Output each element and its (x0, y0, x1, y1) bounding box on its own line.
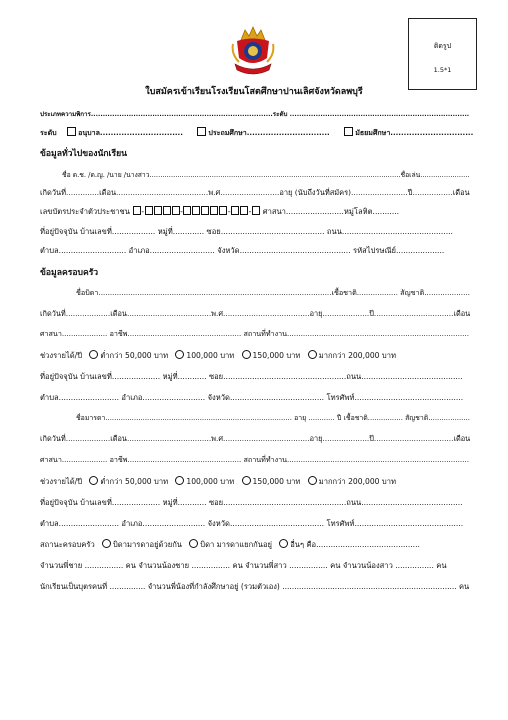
form-title: ใบสมัครเข้าเรียนโรงเรียนโสตศึกษาปานเลิศจังหวัดลพบุรี (145, 87, 363, 97)
id-card-boxes[interactable]: - - - - (132, 207, 262, 216)
mother-income-radio-1[interactable] (89, 476, 98, 485)
religion-blood-field[interactable]: ศาสนา........................หมู่โลหิต........... (262, 207, 400, 216)
id-card-label: เลขบัตรประจำตัวประชาชน (40, 207, 130, 216)
father-income-radio-4[interactable] (308, 350, 317, 359)
level-row (40, 127, 473, 139)
student-district-field[interactable]: ตำบล............................ อำเภอ........................... จังหวัด.............................................. รหัสไปรษณีย์.................... (40, 246, 445, 255)
mother-birth-field[interactable]: เกิดวันที่...................เดือน....................................พ.ศ.....................................อายุ....................ปี..................................เดือน (40, 434, 471, 443)
status-option-label: บิดามารดาอยู่ด้วยกัน (112, 540, 182, 549)
father-income-row (40, 350, 396, 362)
father-income-radio-2[interactable] (175, 350, 184, 359)
level-primary-checkbox[interactable] (197, 127, 206, 136)
father-name-field[interactable]: ชื่อบิดา......................................................................................................เชื้อชาติ.................. สัญชาติ.................... (76, 288, 470, 297)
income-option-label: มากกว่า 200,000 บาท (318, 351, 397, 360)
income-option-label: มากกว่า 200,000 บาท (318, 477, 397, 486)
income-option-label: 150,000 บาท (252, 477, 301, 486)
status-other-radio[interactable] (279, 539, 288, 548)
photo-label: ติดรูป (433, 42, 452, 50)
income-label: ช่วงรายได้/ปี (40, 477, 83, 486)
family-status-label: สถานะครอบครัว (40, 540, 95, 549)
father-birth-field[interactable]: เกิดวันที่...................เดือน....................................พ.ศ.....................................อายุ....................ปี..................................เดือน (40, 309, 471, 318)
income-option-label: ต่ำกว่า 50,000 บาท (100, 351, 169, 360)
father-job-field[interactable]: ศาสนา.................... อาชีพ.................................................. สถานที่ทำงาน................................................................................ (40, 329, 469, 338)
father-district-field[interactable]: ตำบล......................... อำเภอ.......................... จังหวัด....................................... โทรศัพท์............................................. (40, 393, 464, 402)
student-name-field[interactable]: ชื่อ ด.ช. /ด.ญ. /นาย /นางสาว.....................................................................................................................ชื่อเล่น....................... (62, 171, 470, 179)
level-kindergarten-checkbox[interactable] (67, 127, 76, 136)
student-section-title: ข้อมูลทั่วไปของนักเรียน (40, 149, 128, 159)
mother-address-field[interactable]: ที่อยู่ปัจจุบัน บ้านเลขที่.................... หมู่ที่............ ซอย...................................................ถนน.......................................... (40, 498, 463, 507)
student-address-field[interactable]: ที่อยู่ปัจจุบัน บ้านเลขที่.................. หมู่ที่............. ซอย........................................... ถนน.............................................. (40, 227, 453, 236)
level-label: ระดับ (40, 128, 57, 137)
mother-name-field[interactable]: ชื่อมารดา..................................................................................... อายุ ............ ปี เชื้อชาติ................ สัญชาติ................... (76, 414, 470, 422)
level-secondary-label: มัธยมศึกษา............................... (355, 128, 474, 137)
status-option-label: อื่นๆ คือ........................................... (290, 540, 420, 549)
level-secondary-checkbox[interactable] (344, 127, 353, 136)
family-section-title: ข้อมูลครอบครัว (40, 268, 99, 278)
student-birth-field[interactable]: เกิดวันที่..............เดือน.......................................พ.ศ.........................อายุ (นับถึงวันที่สมัคร)........................ปี.................เดือน (40, 188, 470, 197)
birth-order-field[interactable]: นักเรียนเป็นบุตรคนที่ ............... จำนวนพี่น้องที่กำลังศึกษาอยู่ (รวมตัวเอง) ......................................................................... คน (40, 582, 470, 591)
mother-income-radio-3[interactable] (242, 476, 251, 485)
id-card-row (40, 206, 399, 218)
father-income-radio-3[interactable] (242, 350, 251, 359)
status-together-radio[interactable] (102, 539, 111, 548)
income-option-label: ต่ำกว่า 50,000 บาท (100, 477, 169, 486)
income-label: ช่วงรายได้/ปี (40, 351, 83, 360)
mother-job-field[interactable]: ศาสนา.................... อาชีพ.................................................. สถานที่ทำงาน................................................................................ (40, 455, 469, 464)
photo-box (408, 18, 477, 90)
level-kindergarten-label: อนุบาล............................... (78, 128, 183, 137)
family-status-row (40, 539, 420, 551)
income-option-label: 100,000 บาท (186, 477, 235, 486)
mother-district-field[interactable]: ตำบล......................... อำเภอ.......................... จังหวัด....................................... โทรศัพท์............................................. (40, 519, 464, 528)
father-address-field[interactable]: ที่อยู่ปัจจุบัน บ้านเลขที่.................... หมู่ที่............ ซอย...................................................ถนน.......................................... (40, 372, 463, 381)
siblings-field[interactable]: จำนวนพี่ชาย ................ คน จำนวนน้องชาย ................ คน จำนวนพี่สาว ................ คน จำนวนน้องสาว ................ คน (40, 561, 447, 570)
school-emblem-icon (231, 24, 275, 78)
status-separated-radio[interactable] (189, 539, 198, 548)
level-primary-label: ประถมศึกษา............................... (208, 128, 330, 137)
father-income-radio-1[interactable] (89, 350, 98, 359)
mother-income-radio-2[interactable] (175, 476, 184, 485)
photo-size: 1.5*1 (433, 66, 452, 74)
mother-income-row (40, 476, 396, 488)
status-option-label: บิดา มารดาแยกกันอยู่ (200, 540, 272, 549)
mother-income-radio-4[interactable] (308, 476, 317, 485)
disability-field[interactable]: ประเภทความพิการ.............................................................................ระดับ ............................................................................ (40, 111, 470, 118)
income-option-label: 150,000 บาท (252, 351, 301, 360)
income-option-label: 100,000 บาท (186, 351, 235, 360)
